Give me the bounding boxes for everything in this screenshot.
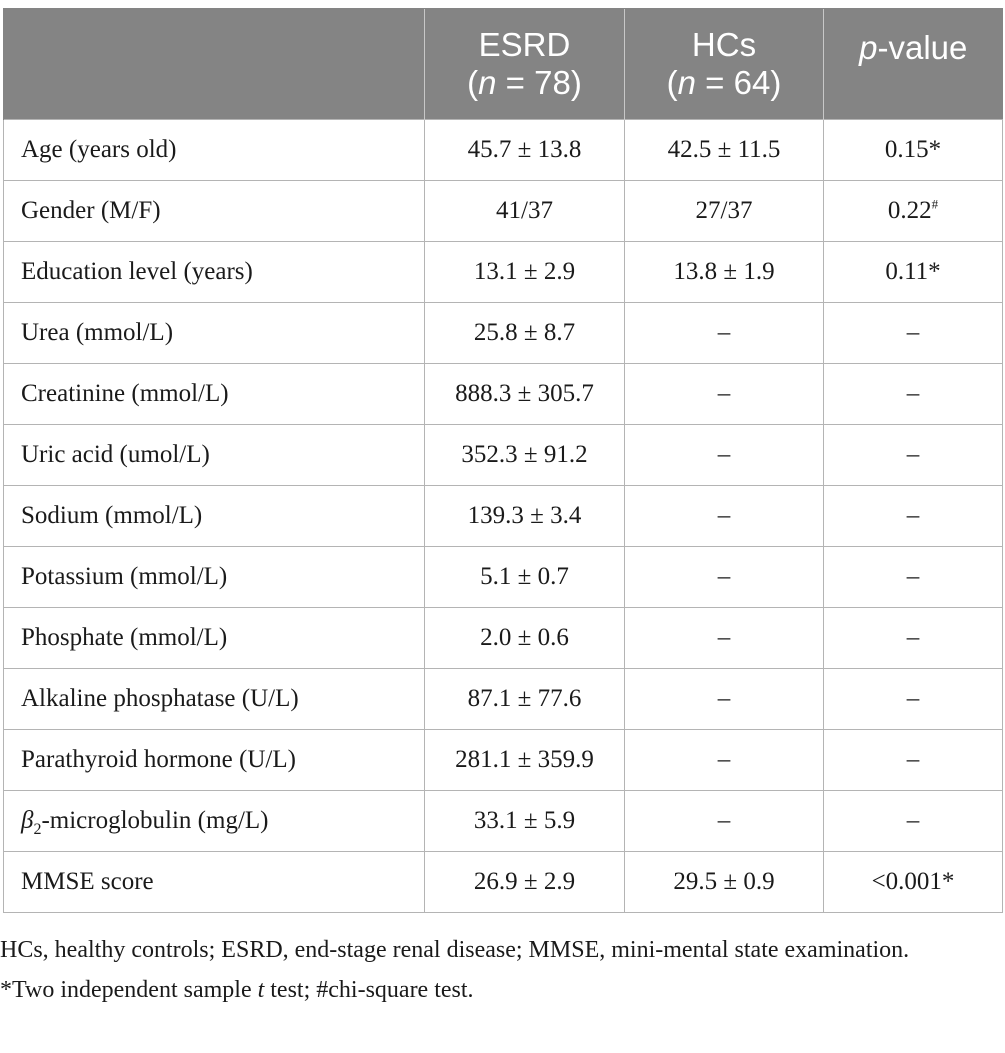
footnote-abbreviations: HCs, healthy controls; ESRD, end-stage renal disease; MMSE, mini-mental state examination. bbox=[0, 937, 910, 963]
header-empty-cell bbox=[4, 9, 425, 120]
row-label: MMSE score bbox=[4, 852, 425, 913]
p-value: – bbox=[824, 730, 1003, 791]
table-footnotes bbox=[0, 933, 1000, 1007]
hcs-value: – bbox=[625, 669, 824, 730]
footnote-t-italic: t bbox=[257, 977, 265, 1003]
hcs-value: 42.5 ± 11.5 bbox=[625, 120, 824, 181]
esrd-value: 13.1 ± 2.9 bbox=[425, 242, 625, 303]
row-label: Alkaline phosphatase (U/L) bbox=[4, 669, 425, 730]
row-label: Phosphate (mmol/L) bbox=[4, 608, 425, 669]
p-value: – bbox=[824, 303, 1003, 364]
p-value: – bbox=[824, 791, 1003, 852]
esrd-value: 26.9 ± 2.9 bbox=[425, 852, 625, 913]
table-row bbox=[4, 120, 1003, 181]
p-value: – bbox=[824, 486, 1003, 547]
table-row bbox=[4, 852, 1003, 913]
header-esrd-title: ESRD bbox=[478, 26, 571, 63]
p-value: – bbox=[824, 425, 1003, 486]
footnote-tests-part1: *Two independent sample bbox=[0, 977, 258, 1003]
esrd-value: 2.0 ± 0.6 bbox=[425, 608, 625, 669]
table-row bbox=[4, 425, 1003, 486]
beta-symbol: β bbox=[21, 807, 34, 834]
row-label bbox=[4, 791, 425, 852]
header-row bbox=[4, 9, 1003, 120]
open-paren: ( bbox=[666, 64, 678, 101]
header-esrd bbox=[425, 9, 625, 120]
hcs-value: – bbox=[625, 364, 824, 425]
row-label: Creatinine (mmol/L) bbox=[4, 364, 425, 425]
n-value: = 78) bbox=[496, 64, 582, 101]
esrd-value: 87.1 ± 77.6 bbox=[425, 669, 625, 730]
table-row bbox=[4, 303, 1003, 364]
esrd-value: 33.1 ± 5.9 bbox=[425, 791, 625, 852]
table-row bbox=[4, 608, 1003, 669]
n-variable: n bbox=[478, 64, 497, 101]
esrd-value: 281.1 ± 359.9 bbox=[425, 730, 625, 791]
characteristics-table bbox=[3, 8, 1003, 913]
p-rest: -value bbox=[877, 29, 968, 66]
p-italic: p bbox=[859, 29, 878, 66]
row-label: Uric acid (umol/L) bbox=[4, 425, 425, 486]
row-label: Education level (years) bbox=[4, 242, 425, 303]
header-esrd-n bbox=[425, 64, 624, 102]
header-p-value bbox=[824, 9, 1003, 120]
table-row bbox=[4, 547, 1003, 608]
row-label: Sodium (mmol/L) bbox=[4, 486, 425, 547]
n-value: = 64) bbox=[696, 64, 782, 101]
row-label: Parathyroid hormone (U/L) bbox=[4, 730, 425, 791]
hcs-value: 27/37 bbox=[625, 181, 824, 242]
hcs-value: – bbox=[625, 425, 824, 486]
hcs-value: – bbox=[625, 547, 824, 608]
header-p-value-label bbox=[859, 29, 967, 66]
hcs-value: – bbox=[625, 730, 824, 791]
row-label: Age (years old) bbox=[4, 120, 425, 181]
p-value: – bbox=[824, 364, 1003, 425]
footnote-tests-part2: test; #chi-square test. bbox=[264, 977, 474, 1003]
row-label: Urea (mmol/L) bbox=[4, 303, 425, 364]
table-row bbox=[4, 486, 1003, 547]
esrd-value: 5.1 ± 0.7 bbox=[425, 547, 625, 608]
esrd-value: 45.7 ± 13.8 bbox=[425, 120, 625, 181]
p-value: – bbox=[824, 547, 1003, 608]
row-label: Potassium (mmol/L) bbox=[4, 547, 425, 608]
header-hcs-title: HCs bbox=[691, 26, 757, 63]
p-value: 0.11* bbox=[824, 242, 1003, 303]
hcs-value: – bbox=[625, 486, 824, 547]
footnote-tests bbox=[0, 973, 1000, 1007]
hcs-value: – bbox=[625, 303, 824, 364]
esrd-value: 139.3 ± 3.4 bbox=[425, 486, 625, 547]
header-hcs-n bbox=[625, 64, 823, 102]
table-row bbox=[4, 730, 1003, 791]
footnote-mark: # bbox=[931, 196, 939, 212]
table-row bbox=[4, 181, 1003, 242]
table-row bbox=[4, 242, 1003, 303]
p-value: – bbox=[824, 669, 1003, 730]
row-label-rest: -microglobulin (mg/L) bbox=[41, 807, 269, 834]
p-value-number: 0.22 bbox=[887, 197, 932, 224]
open-paren: ( bbox=[467, 64, 479, 101]
n-variable: n bbox=[677, 64, 697, 101]
row-label: Gender (M/F) bbox=[4, 181, 425, 242]
table-row bbox=[4, 669, 1003, 730]
p-value bbox=[824, 181, 1003, 242]
header-hcs bbox=[625, 9, 824, 120]
hcs-value: 29.5 ± 0.9 bbox=[625, 852, 824, 913]
esrd-value: 41/37 bbox=[425, 181, 625, 242]
p-value: 0.15* bbox=[824, 120, 1003, 181]
esrd-value: 352.3 ± 91.2 bbox=[425, 425, 625, 486]
beta-subscript: 2 bbox=[33, 821, 42, 838]
esrd-value: 888.3 ± 305.7 bbox=[425, 364, 625, 425]
hcs-value: – bbox=[625, 791, 824, 852]
p-value: <0.001* bbox=[824, 852, 1003, 913]
p-value: – bbox=[824, 608, 1003, 669]
esrd-value: 25.8 ± 8.7 bbox=[425, 303, 625, 364]
table-row bbox=[4, 791, 1003, 852]
hcs-value: – bbox=[625, 608, 824, 669]
hcs-value: 13.8 ± 1.9 bbox=[625, 242, 824, 303]
table-row bbox=[4, 364, 1003, 425]
